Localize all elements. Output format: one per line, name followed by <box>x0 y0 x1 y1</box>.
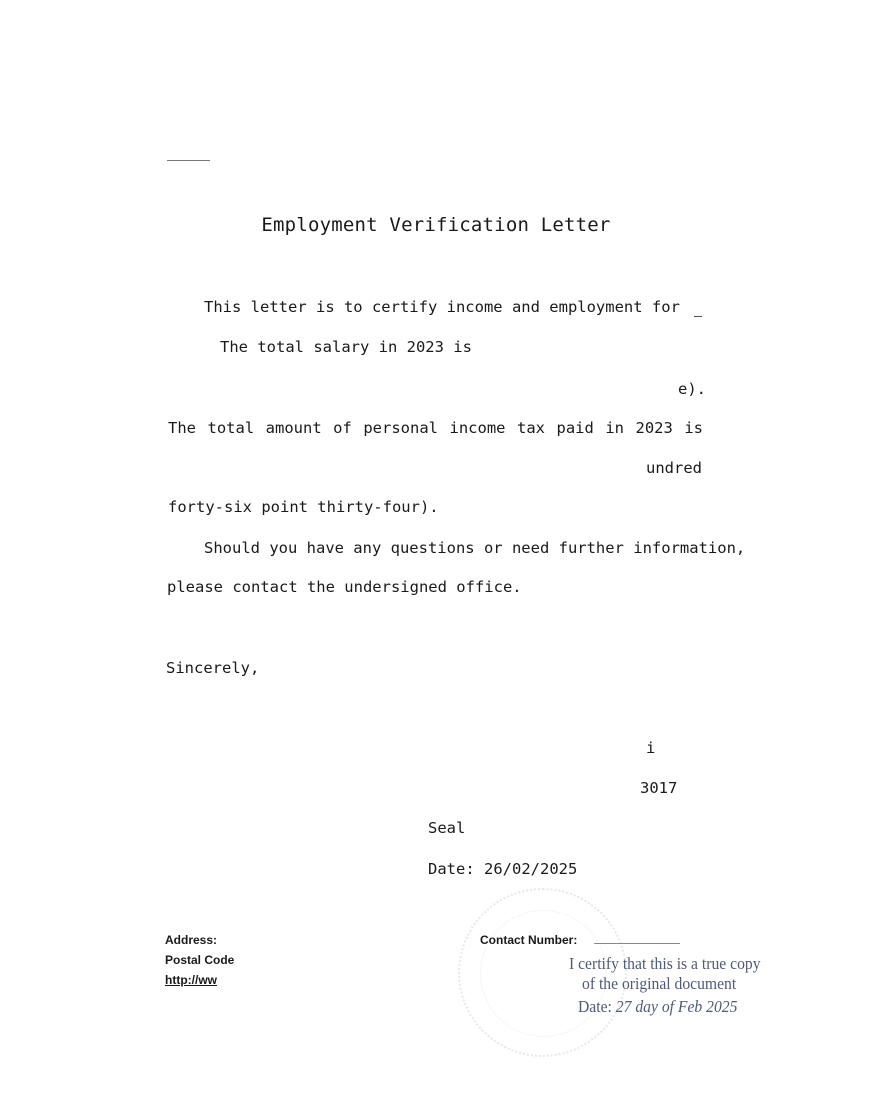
certify-line-2: of the original document <box>582 974 737 993</box>
tax-word: The <box>168 419 196 437</box>
signatory-fragment: i <box>646 739 656 757</box>
tax-amount-end: forty-six point thirty-four). <box>168 498 439 516</box>
tax-word: is <box>684 419 703 437</box>
closing-text: Sincerely, <box>166 659 260 677</box>
letter-date <box>428 860 577 878</box>
footer-contact-label: Contact Number: <box>480 933 578 947</box>
tax-word: in <box>605 419 624 437</box>
tax-paid-line <box>168 419 703 437</box>
footer-website-link[interactable]: http://ww <box>165 973 217 987</box>
certify-line-1: I certify that this is a true copy <box>569 954 761 973</box>
tax-word: personal <box>363 419 438 437</box>
intro-text: This letter is to certify income and employment for <box>204 298 680 316</box>
tax-word: amount <box>265 419 322 437</box>
tax-word: paid <box>556 419 594 437</box>
tax-word: 2023 <box>635 419 673 437</box>
date-value: 26/02/2025 <box>484 860 578 878</box>
certify-date <box>578 997 737 1017</box>
redacted-header <box>160 110 680 165</box>
certify-date-label: Date: <box>578 997 612 1016</box>
footer-address-label: Address: <box>165 933 218 947</box>
tax-amount-fragment: undred <box>646 459 702 477</box>
tax-word: income <box>449 419 506 437</box>
handwritten-date: 27 day of Feb 2025 <box>615 997 738 1016</box>
letter-title: Employment Verification Letter <box>261 214 611 236</box>
contact-text-1: Should you have any questions or need further information, <box>204 539 746 557</box>
contact-text-2: please contact the undersigned office. <box>167 578 522 596</box>
signatory-id-fragment: 3017 <box>640 779 678 797</box>
redaction-mark <box>694 316 702 317</box>
tax-word: tax <box>517 419 545 437</box>
header-rule <box>167 160 210 161</box>
redaction-mark <box>594 943 680 944</box>
salary-text: The total salary in 2023 is <box>220 338 472 356</box>
seal-label: Seal <box>428 819 466 837</box>
footer-postal-label: Postal Code <box>165 953 235 967</box>
date-label: Date: <box>428 860 475 878</box>
tax-word: of <box>333 419 352 437</box>
tax-word: total <box>207 419 255 437</box>
salary-end-fragment: e). <box>678 380 706 398</box>
